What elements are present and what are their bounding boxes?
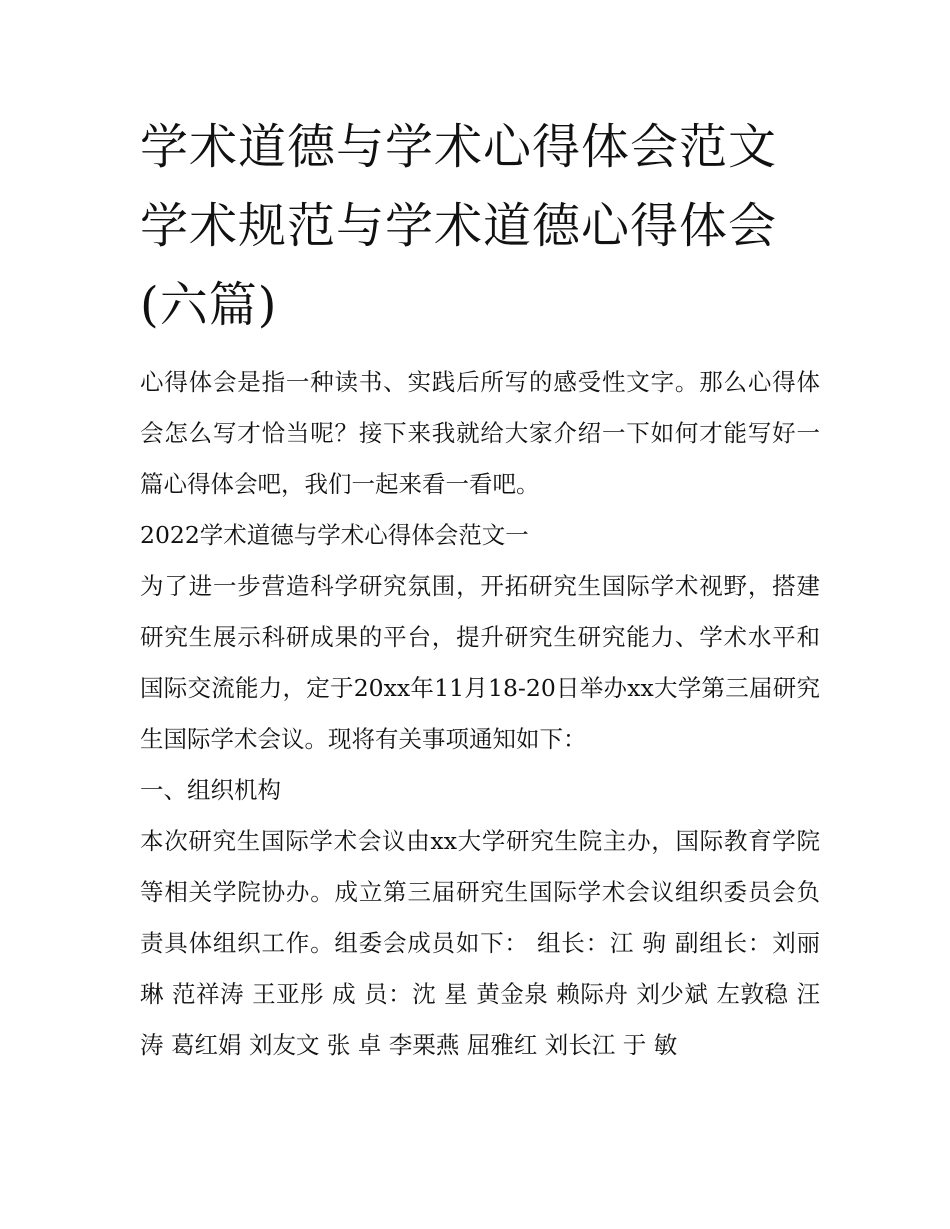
- title-line-3: (六篇): [140, 277, 278, 333]
- intro-paragraph: 心得体会是指一种读书、实践后所写的感受性文字。那么心得体会怎么写才恰当呢？接下来我就给大家介绍一下如何才能写好一篇心得体会吧，我们一起来看一看吧。: [140, 368, 820, 498]
- document-title: [140, 108, 820, 345]
- section-heading-organization: 一、组织机构: [140, 776, 281, 804]
- notice-paragraph: 为了进一步营造科学研究氛围，开拓研究生国际学术视野，搭建研究生展示科研成果的平台，提升研究生研究能力、学术水平和国际交流能力，定于20xx年11月18-20日举办xx大学第三届研究生国际学术会议。现将有关事项通知如下：: [140, 572, 820, 753]
- organization-paragraph: 本次研究生国际学术会议由xx大学研究生院主办，国际教育学院等相关学院协办。成立第三届研究生国际学术会议组织委员会负责具体组织工作。组委会成员如下： 组长：江 驹 副组长：刘丽琳 范祥涛 王亚彤 成 员：沈 星 黄金泉 赖际舟 刘少斌 左敦稳 汪 涛 葛红娟 刘友文 张 卓 李栗燕 屈雅红 刘长江 于 敏: [140, 827, 820, 1059]
- title-line-2: 学术规范与学术道德心得体会: [140, 198, 778, 254]
- document-page: [140, 108, 820, 1071]
- document-body: [140, 357, 820, 1071]
- section-heading-essay-one: 2022学术道德与学术心得体会范文一: [140, 521, 529, 549]
- title-line-1: 学术道德与学术心得体会范文: [140, 119, 778, 175]
